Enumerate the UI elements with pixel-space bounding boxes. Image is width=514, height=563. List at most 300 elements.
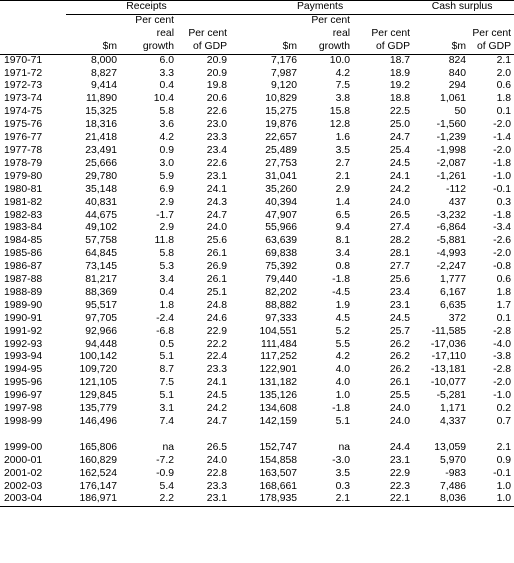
year-cell: 1982-83 xyxy=(4,209,43,221)
surplus-gdp-cell: 0.1 xyxy=(496,312,512,324)
payments-growth-header: Per cent xyxy=(311,14,351,26)
year-cell: 2001-02 xyxy=(4,467,43,479)
surplus-gdp-cell: 0.6 xyxy=(496,274,512,286)
payments-growth-cell: 0.3 xyxy=(335,480,351,492)
receipts-sm-cell: 92,966 xyxy=(85,325,117,337)
payments-sm-cell: 15,275 xyxy=(265,106,298,118)
receipts-gdp-cell: 22.2 xyxy=(206,338,228,350)
payments-growth-cell: 5.2 xyxy=(335,325,351,337)
receipts-growth-cell: 5.9 xyxy=(159,170,174,182)
cash-surplus-group-header: Cash surplus xyxy=(413,1,514,15)
year-cell: 1972-73 xyxy=(4,80,43,92)
payments-growth-cell: 6.5 xyxy=(335,209,351,221)
receipts-gdp-cell: 23.3 xyxy=(206,364,228,376)
payments-growth-cell: 1.0 xyxy=(335,390,351,402)
payments-growth-cell: 2.1 xyxy=(335,170,351,182)
payments-growth-cell: 4.5 xyxy=(335,312,351,324)
payments-growth-cell: 2.1 xyxy=(300,493,353,506)
receipts-sm-cell: 44,675 xyxy=(85,209,117,221)
receipts-sm-cell: 165,806 xyxy=(79,441,117,453)
surplus-sm-cell: -11,585 xyxy=(431,325,467,337)
payments-sm-cell: 168,661 xyxy=(259,480,298,492)
payments-sm-cell: 69,838 xyxy=(265,248,298,260)
table-row xyxy=(0,468,514,481)
surplus-gdp-cell: -2.8 xyxy=(493,325,512,337)
year-cell: 1983-84 xyxy=(4,222,43,234)
payments-sm-cell: 135,126 xyxy=(259,390,298,402)
payments-gdp-cell: 18.9 xyxy=(389,67,411,79)
surplus-sm-cell: -5,881 xyxy=(436,235,467,247)
year-cell: 1990-91 xyxy=(4,312,43,324)
payments-gdp-header: of GDP xyxy=(353,41,413,54)
payments-gdp-cell: 24.0 xyxy=(389,416,411,427)
column-header-row-2 xyxy=(0,28,514,41)
receipts-gdp-cell: 26.1 xyxy=(206,248,228,260)
table-row xyxy=(0,351,514,364)
receipts-growth-header: Per cent xyxy=(135,14,174,26)
payments-growth-cell: -1.8 xyxy=(332,274,351,286)
payments-sm-cell: 117,252 xyxy=(260,351,298,363)
payments-sm-cell: 35,260 xyxy=(265,183,298,195)
table-row xyxy=(0,119,514,132)
year-cell: 1997-98 xyxy=(4,403,43,415)
table-row xyxy=(0,287,514,300)
payments-growth-cell: 3.5 xyxy=(335,467,351,479)
year-cell: 1976-77 xyxy=(4,132,43,144)
year-cell: 1992-93 xyxy=(4,338,43,350)
payments-gdp-cell: 25.6 xyxy=(389,274,411,286)
receipts-sm-cell: 94,448 xyxy=(85,338,117,350)
payments-gdp-cell: 28.2 xyxy=(389,235,411,247)
table-body xyxy=(0,54,514,507)
payments-growth-cell: 2.7 xyxy=(335,157,351,169)
receipts-growth-cell: 0.9 xyxy=(159,144,174,156)
year-cell: 2000-01 xyxy=(4,454,43,466)
surplus-gdp-cell: 0.3 xyxy=(496,196,512,208)
receipts-growth-cell: -7.2 xyxy=(156,454,174,466)
payments-growth-cell: 9.4 xyxy=(335,222,351,234)
year-cell: 2002-03 xyxy=(4,480,43,492)
receipts-sm-cell: 21,418 xyxy=(85,132,117,144)
table-row xyxy=(0,300,514,313)
surplus-gdp-cell: 0.2 xyxy=(496,403,512,415)
receipts-sm-cell: 9,414 xyxy=(90,80,117,92)
table-row xyxy=(0,235,514,248)
payments-sm-cell: 88,882 xyxy=(265,299,298,311)
receipts-growth-cell: 3.3 xyxy=(159,67,174,79)
payments-gdp-cell: 18.7 xyxy=(389,54,411,66)
receipts-gdp-cell: 26.9 xyxy=(206,261,228,273)
surplus-sm-cell: -3,232 xyxy=(436,209,467,221)
surplus-sm-cell: 437 xyxy=(448,196,467,208)
payments-growth-cell: 12.8 xyxy=(329,119,351,131)
surplus-gdp-cell: -0.1 xyxy=(493,183,512,195)
payments-growth-cell: 3.5 xyxy=(335,144,351,156)
receipts-sm-cell: 8,827 xyxy=(90,67,117,79)
payments-gdp-cell: 24.4 xyxy=(389,441,411,453)
payments-growth-header: real xyxy=(332,27,351,39)
payments-growth-cell: 5.5 xyxy=(335,338,351,350)
receipts-sm-cell: 49,102 xyxy=(85,222,117,234)
payments-growth-cell: -1.8 xyxy=(332,403,351,415)
year-cell: 1993-94 xyxy=(4,351,43,363)
surplus-gdp-cell: -1.8 xyxy=(493,157,512,169)
payments-growth-cell: 2.9 xyxy=(335,183,351,195)
surplus-gdp-cell: -1.4 xyxy=(493,132,512,144)
receipts-growth-cell: 3.6 xyxy=(159,119,174,131)
surplus-sm-cell: -2,247 xyxy=(436,261,467,273)
receipts-gdp-cell: 24.1 xyxy=(206,377,228,389)
year-cell: 1989-90 xyxy=(4,299,43,311)
surplus-sm-cell: -1,998 xyxy=(436,144,467,156)
receipts-growth-cell: 8.7 xyxy=(159,364,174,376)
receipts-gdp-cell: 23.3 xyxy=(206,480,228,492)
payments-gdp-cell: 25.7 xyxy=(389,325,411,337)
table-row xyxy=(0,184,514,197)
table-row xyxy=(0,364,514,377)
receipts-sm-cell: 95,517 xyxy=(85,299,117,311)
table-row xyxy=(0,274,514,287)
receipts-growth-cell: 2.9 xyxy=(159,222,174,234)
table-row xyxy=(0,93,514,106)
payments-gdp-cell: 24.7 xyxy=(389,132,411,144)
payments-sm-header: $m xyxy=(230,41,300,54)
surplus-gdp-cell: -2.6 xyxy=(493,235,512,247)
surplus-gdp-cell: 2.1 xyxy=(496,54,512,66)
surplus-sm-cell: -17,110 xyxy=(431,351,467,363)
payments-gdp-cell: 23.1 xyxy=(389,299,411,311)
payments-growth-cell: 4.0 xyxy=(335,364,351,376)
payments-sm-cell: 152,747 xyxy=(259,441,298,453)
year-cell: 1988-89 xyxy=(4,286,43,298)
surplus-sm-cell: -17,036 xyxy=(430,338,467,350)
receipts-sm-cell: 25,666 xyxy=(85,157,117,169)
receipts-group-header: Receipts xyxy=(66,1,230,15)
payments-sm-cell: 111,484 xyxy=(261,338,298,350)
table-row xyxy=(0,171,514,184)
receipts-sm-cell: 109,720 xyxy=(79,364,117,376)
payments-gdp-cell: 19.2 xyxy=(389,80,411,92)
surplus-sm-cell: -10,077 xyxy=(430,377,467,389)
receipts-gdp-cell: 23.3 xyxy=(206,132,228,144)
payments-sm-cell: 134,608 xyxy=(259,403,298,415)
receipts-gdp-cell: 22.4 xyxy=(206,351,228,363)
receipts-growth-cell: 3.0 xyxy=(159,157,174,169)
receipts-growth-cell: 1.8 xyxy=(159,299,174,311)
payments-growth-cell: 15.8 xyxy=(329,106,351,118)
surplus-sm-cell: -112 xyxy=(446,183,467,195)
surplus-gdp-cell: -0.1 xyxy=(493,467,512,479)
receipts-growth-cell: 5.8 xyxy=(159,106,174,118)
receipts-sm-cell: 23,491 xyxy=(85,144,117,156)
receipts-gdp-cell: 25.1 xyxy=(206,286,228,298)
payments-gdp-cell: 27.7 xyxy=(389,261,411,273)
receipts-gdp-cell: 24.5 xyxy=(206,390,228,402)
payments-sm-cell: 97,333 xyxy=(265,312,298,324)
receipts-gdp-cell: 20.6 xyxy=(206,93,228,105)
surplus-sm-cell: -4,993 xyxy=(436,248,467,260)
receipts-gdp-cell: 24.7 xyxy=(206,416,228,427)
receipts-gdp-cell: 20.9 xyxy=(206,67,228,79)
payments-gdp-cell: 23.1 xyxy=(389,454,411,466)
table-row xyxy=(0,197,514,210)
receipts-sm-cell: 176,147 xyxy=(79,480,117,492)
payments-sm-cell: 47,907 xyxy=(265,209,298,221)
table-row xyxy=(0,54,514,67)
payments-sm-cell: 7,176 xyxy=(271,54,298,66)
receipts-sm-cell: 162,524 xyxy=(79,467,117,479)
table-row xyxy=(0,106,514,119)
payments-growth-cell: 7.5 xyxy=(335,80,351,92)
payments-growth-cell: 1.9 xyxy=(335,299,351,311)
surplus-gdp-cell: 1.0 xyxy=(496,480,512,492)
receipts-gdp-cell: 24.0 xyxy=(206,454,228,466)
receipts-sm-cell: 186,971 xyxy=(66,493,120,506)
payments-growth-cell: 10.0 xyxy=(329,54,351,66)
payments-growth-header: growth xyxy=(300,41,353,54)
payments-sm-cell: 22,657 xyxy=(265,132,298,144)
payments-gdp-cell: 24.2 xyxy=(389,183,411,195)
table-row xyxy=(0,390,514,403)
receipts-growth-cell: -2.4 xyxy=(156,312,174,324)
table-row xyxy=(0,455,514,468)
payments-growth-cell: -4.5 xyxy=(332,286,351,298)
receipts-sm-cell: 88,369 xyxy=(85,286,117,298)
table-row xyxy=(0,80,514,93)
surplus-gdp-header: Per cent xyxy=(472,27,512,39)
column-header-row-3 xyxy=(0,41,514,54)
surplus-gdp-cell: -3.4 xyxy=(493,222,512,234)
payments-gdp-cell: 18.8 xyxy=(389,93,411,105)
payments-sm-cell: 31,041 xyxy=(265,170,298,182)
receipts-growth-cell: -0.9 xyxy=(156,467,174,479)
surplus-sm-cell: -983 xyxy=(445,467,467,479)
surplus-gdp-cell: 1.0 xyxy=(469,493,514,506)
payments-gdp-cell: 23.4 xyxy=(389,286,411,298)
receipts-gdp-cell: 25.6 xyxy=(206,235,228,247)
receipts-gdp-cell: 22.9 xyxy=(206,325,228,337)
surplus-sm-header: $m xyxy=(413,41,469,54)
year-cell: 1971-72 xyxy=(4,67,43,79)
payments-gdp-cell: 26.1 xyxy=(389,377,411,389)
table-row xyxy=(0,493,514,506)
receipts-growth-cell: 7.5 xyxy=(159,377,174,389)
surplus-gdp-cell: -2.8 xyxy=(493,364,512,376)
payments-growth-cell: 4.0 xyxy=(335,377,351,389)
receipts-gdp-cell: 24.7 xyxy=(206,209,228,221)
receipts-growth-cell: 3.1 xyxy=(159,403,174,415)
receipts-growth-cell: 7.4 xyxy=(159,416,174,427)
payments-gdp-cell: 22.5 xyxy=(389,106,411,118)
year-cell: 1998-99 xyxy=(4,416,43,427)
table-row xyxy=(0,222,514,235)
payments-gdp-cell: 26.2 xyxy=(389,364,411,376)
year-cell: 1995-96 xyxy=(4,377,43,389)
table-row xyxy=(0,68,514,81)
receipts-growth-cell: 2.2 xyxy=(120,493,177,506)
table-row xyxy=(0,210,514,223)
payments-growth-cell: 8.1 xyxy=(335,235,351,247)
payments-sm-cell: 142,159 xyxy=(259,416,298,427)
year-cell: 1994-95 xyxy=(4,364,43,376)
payments-gdp-header: Per cent xyxy=(371,27,411,39)
payments-growth-cell: 4.2 xyxy=(335,351,351,363)
surplus-sm-cell: -1,239 xyxy=(436,132,467,144)
receipts-sm-cell: 97,705 xyxy=(85,312,117,324)
year-cell: 1980-81 xyxy=(4,183,43,195)
surplus-gdp-cell: -0.8 xyxy=(493,261,512,273)
receipts-gdp-header: of GDP xyxy=(177,41,230,54)
payments-sm-cell: 178,935 xyxy=(230,493,300,506)
receipts-sm-cell: 146,496 xyxy=(79,416,117,427)
payments-gdp-cell: 24.0 xyxy=(389,403,411,415)
receipts-growth-cell: 5.1 xyxy=(159,390,174,402)
receipts-gdp-cell: 24.1 xyxy=(206,183,228,195)
surplus-sm-cell: -6,864 xyxy=(436,222,467,234)
year-cell: 1996-97 xyxy=(4,390,43,402)
payments-growth-cell: 5.1 xyxy=(335,416,351,427)
surplus-sm-cell: 7,486 xyxy=(440,480,467,492)
receipts-growth-cell: 11.8 xyxy=(154,235,174,247)
receipts-growth-header: real xyxy=(156,27,174,39)
receipts-gdp-cell: 22.8 xyxy=(206,467,228,479)
receipts-growth-cell: 6.9 xyxy=(159,183,174,195)
receipts-growth-header: growth xyxy=(120,41,177,54)
table-row xyxy=(0,326,514,339)
surplus-sm-cell: 50 xyxy=(454,106,467,118)
surplus-gdp-cell: 1.8 xyxy=(496,286,512,298)
payments-growth-cell: 4.2 xyxy=(335,67,351,79)
receipts-gdp-cell: 24.8 xyxy=(206,299,228,311)
receipts-sm-cell: 73,145 xyxy=(85,261,117,273)
payments-gdp-cell: 24.0 xyxy=(389,196,411,208)
receipts-gdp-cell: 23.1 xyxy=(177,493,230,506)
year-cell: 1984-85 xyxy=(4,235,43,247)
payments-gdp-cell: 22.1 xyxy=(353,493,413,506)
payments-growth-cell: 3.4 xyxy=(335,248,351,260)
table-row xyxy=(0,313,514,326)
surplus-sm-cell: 6,635 xyxy=(440,299,467,311)
surplus-gdp-cell: -2.0 xyxy=(493,119,512,131)
receipts-growth-cell: 0.5 xyxy=(159,338,174,350)
receipts-growth-cell: 5.8 xyxy=(159,248,174,260)
surplus-sm-cell: 8,036 xyxy=(413,493,469,506)
surplus-gdp-cell: 1.8 xyxy=(496,93,512,105)
surplus-gdp-cell: 0.7 xyxy=(496,416,512,427)
surplus-gdp-cell: -2.0 xyxy=(493,377,512,389)
receipts-growth-cell: 5.3 xyxy=(159,261,174,273)
payments-gdp-cell: 27.4 xyxy=(389,222,411,234)
surplus-gdp-cell: 0.1 xyxy=(496,106,512,118)
payments-gdp-cell: 28.1 xyxy=(389,248,411,260)
payments-sm-cell: 10,829 xyxy=(265,93,298,105)
surplus-gdp-cell: 1.7 xyxy=(496,299,512,311)
receipts-growth-cell: 0.4 xyxy=(159,286,174,298)
table-row xyxy=(0,416,514,429)
payments-sm-cell: 19,876 xyxy=(265,119,298,131)
table-row xyxy=(0,248,514,261)
surplus-gdp-cell: 2.0 xyxy=(496,67,512,79)
receipts-gdp-cell: 26.1 xyxy=(206,274,228,286)
receipts-gdp-cell: 19.8 xyxy=(206,80,228,92)
receipts-gdp-cell: 23.4 xyxy=(206,144,228,156)
receipts-sm-cell: 129,845 xyxy=(79,390,117,402)
year-cell: 1999-00 xyxy=(4,441,43,453)
year-cell: 1981-82 xyxy=(4,196,43,208)
payments-gdp-cell: 26.2 xyxy=(389,351,411,363)
payments-sm-cell: 75,392 xyxy=(265,261,298,273)
surplus-sm-cell: -1,560 xyxy=(436,119,467,131)
year-cell: 1991-92 xyxy=(4,325,43,337)
receipts-sm-cell: 29,780 xyxy=(85,170,117,182)
surplus-gdp-cell: 0.9 xyxy=(496,454,512,466)
table-row xyxy=(0,442,514,455)
surplus-sm-cell: 5,970 xyxy=(440,454,467,466)
payments-gdp-cell: 22.9 xyxy=(389,467,411,479)
receipts-sm-cell: 11,890 xyxy=(85,93,117,105)
receipts-sm-cell: 18,316 xyxy=(85,119,117,131)
payments-gdp-cell: 25.5 xyxy=(389,390,411,402)
receipts-gdp-header: Per cent xyxy=(188,27,228,39)
year-cell: 1985-86 xyxy=(4,248,43,260)
receipts-gdp-cell: 24.6 xyxy=(206,312,228,324)
surplus-sm-cell: 1,171 xyxy=(440,403,467,415)
surplus-sm-cell: 840 xyxy=(448,67,467,79)
table-row xyxy=(0,339,514,352)
payments-gdp-cell: 24.1 xyxy=(389,170,411,182)
payments-gdp-cell: 25.0 xyxy=(389,119,411,131)
row-gap xyxy=(0,429,514,442)
surplus-gdp-cell: -2.0 xyxy=(493,248,512,260)
receipts-gdp-cell: 24.2 xyxy=(206,403,228,415)
payments-sm-cell: 131,182 xyxy=(259,377,298,389)
receipts-sm-cell: 35,148 xyxy=(85,183,117,195)
receipts-growth-cell: 5.4 xyxy=(159,480,174,492)
surplus-gdp-cell: -1.0 xyxy=(493,170,512,182)
surplus-sm-cell: -13,181 xyxy=(430,364,467,376)
receipts-gdp-cell: 24.0 xyxy=(206,222,228,234)
year-cell: 1973-74 xyxy=(4,93,43,105)
receipts-gdp-cell: 23.1 xyxy=(206,170,228,182)
receipts-gdp-cell: 22.6 xyxy=(206,106,228,118)
receipts-growth-cell: 10.4 xyxy=(153,93,174,105)
receipts-sm-cell: 135,779 xyxy=(79,403,117,415)
payments-sm-cell: 40,394 xyxy=(265,196,298,208)
payments-sm-cell: 9,120 xyxy=(271,80,298,92)
receipts-sm-cell: 160,829 xyxy=(79,454,117,466)
receipts-sm-cell: 8,000 xyxy=(90,54,117,66)
group-header-row xyxy=(0,1,514,15)
payments-gdp-cell: 24.5 xyxy=(389,312,411,324)
surplus-sm-cell: 824 xyxy=(448,54,467,66)
receipts-growth-cell: 6.0 xyxy=(159,54,174,66)
receipts-growth-cell: 5.1 xyxy=(159,351,174,363)
receipts-growth-cell: -1.7 xyxy=(156,209,174,221)
payments-sm-cell: 7,987 xyxy=(271,67,298,79)
payments-gdp-cell: 26.2 xyxy=(389,338,411,350)
payments-gdp-cell: 25.4 xyxy=(389,144,411,156)
receipts-sm-cell: 57,758 xyxy=(85,235,117,247)
surplus-gdp-cell: -4.0 xyxy=(493,338,512,350)
year-cell: 1986-87 xyxy=(4,261,43,273)
receipts-sm-header: $m xyxy=(66,41,120,54)
payments-growth-cell: na xyxy=(338,441,351,453)
payments-growth-cell: 0.8 xyxy=(335,261,351,273)
receipts-growth-cell: na xyxy=(162,441,174,453)
table-row xyxy=(0,377,514,390)
payments-sm-cell: 63,639 xyxy=(265,235,298,247)
table-row xyxy=(0,481,514,494)
